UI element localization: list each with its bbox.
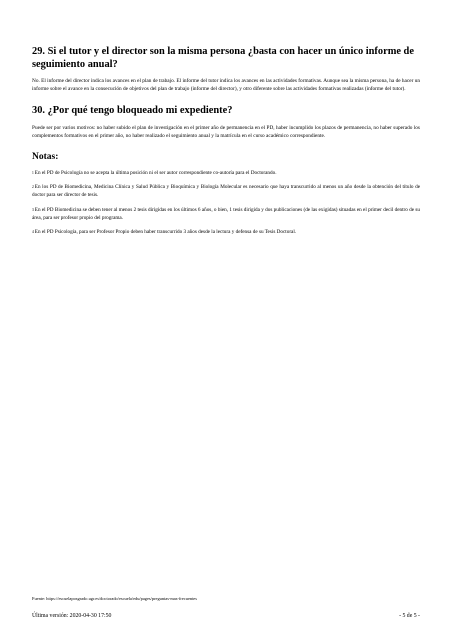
page-number: - 5 de 5 - — [399, 613, 420, 619]
note-item — [32, 229, 420, 237]
question-30 — [32, 105, 420, 140]
footer-source-link[interactable]: Fuente: https://escuelaposgrado.ugr.es/doctorado/escuela/edu/pages/preguntas-mas-frecuentes — [32, 596, 197, 601]
note-text: En el PD Biomedicina se deben tener al menos 2 tesis dirigidas en los últimos 6 años, o bien, 1 tesis dirigida y dos publicaciones (de las exigidas) situadas en el primer decil dentro de su área, para ser profesor propio del programa. — [32, 206, 420, 221]
note-text: En el PD Psicología, para ser Profesor Propio deben haber transcurrido 3 años desde la lectura y defensa de su Tesis Doctoral. — [34, 229, 297, 236]
note-item — [32, 184, 420, 200]
note-number: 3 — [32, 207, 34, 212]
note-number: 1 — [32, 170, 34, 175]
note-number: 4 — [32, 230, 34, 235]
document-page — [32, 46, 420, 244]
question-29 — [32, 46, 420, 93]
note-text: En los PD de Biomedicina, Medicina Clínica y Salud Pública y Bioquímica y Biología Molecular es necesario que haya transcurrido al menos un año desde la obtención del título de doctor para ser director de tesis. — [32, 184, 420, 199]
question-30-title: 30. ¿Por qué tengo bloqueado mi expediente? — [32, 105, 233, 116]
note-number: 2 — [32, 185, 34, 190]
question-29-title: 29. Si el tutor y el director son la misma persona ¿basta con hacer un único informe de seguimiento anual? — [32, 46, 414, 70]
question-29-answer: No. El informe del director indica los avances en el plan de trabajo. El informe del tutor indica los avances en las actividades formativas. Aunque sea la misma persona, ha de hacer un informe sobre el avance en la consecución de objetivos del plan de trabajo (informe del director), y otro diferente sobre las actividades formativas realizadas (informe del tutor). — [32, 78, 420, 92]
notes-section — [32, 152, 420, 238]
note-item — [32, 170, 420, 178]
notes-heading: Notas: — [32, 151, 59, 162]
question-30-answer: Puede ser por varios motivos: no haber subido el plan de investigación en el primer año de permanencia en el PD, haber incumplido los plazos de permanencia, no haber superado los complementos formativos en el primer año, no haber realizado el seguimiento anual y la matrícula en el curso académico correspondiente. — [32, 124, 420, 139]
note-item — [32, 207, 420, 223]
note-text: En el PD de Psicología no se acepta la última posición ni el ser autor correspondiente co-autoría para el Doctorando. — [34, 169, 277, 176]
last-version-text: Última versión: 2020-04-30 17:50 — [32, 613, 112, 619]
